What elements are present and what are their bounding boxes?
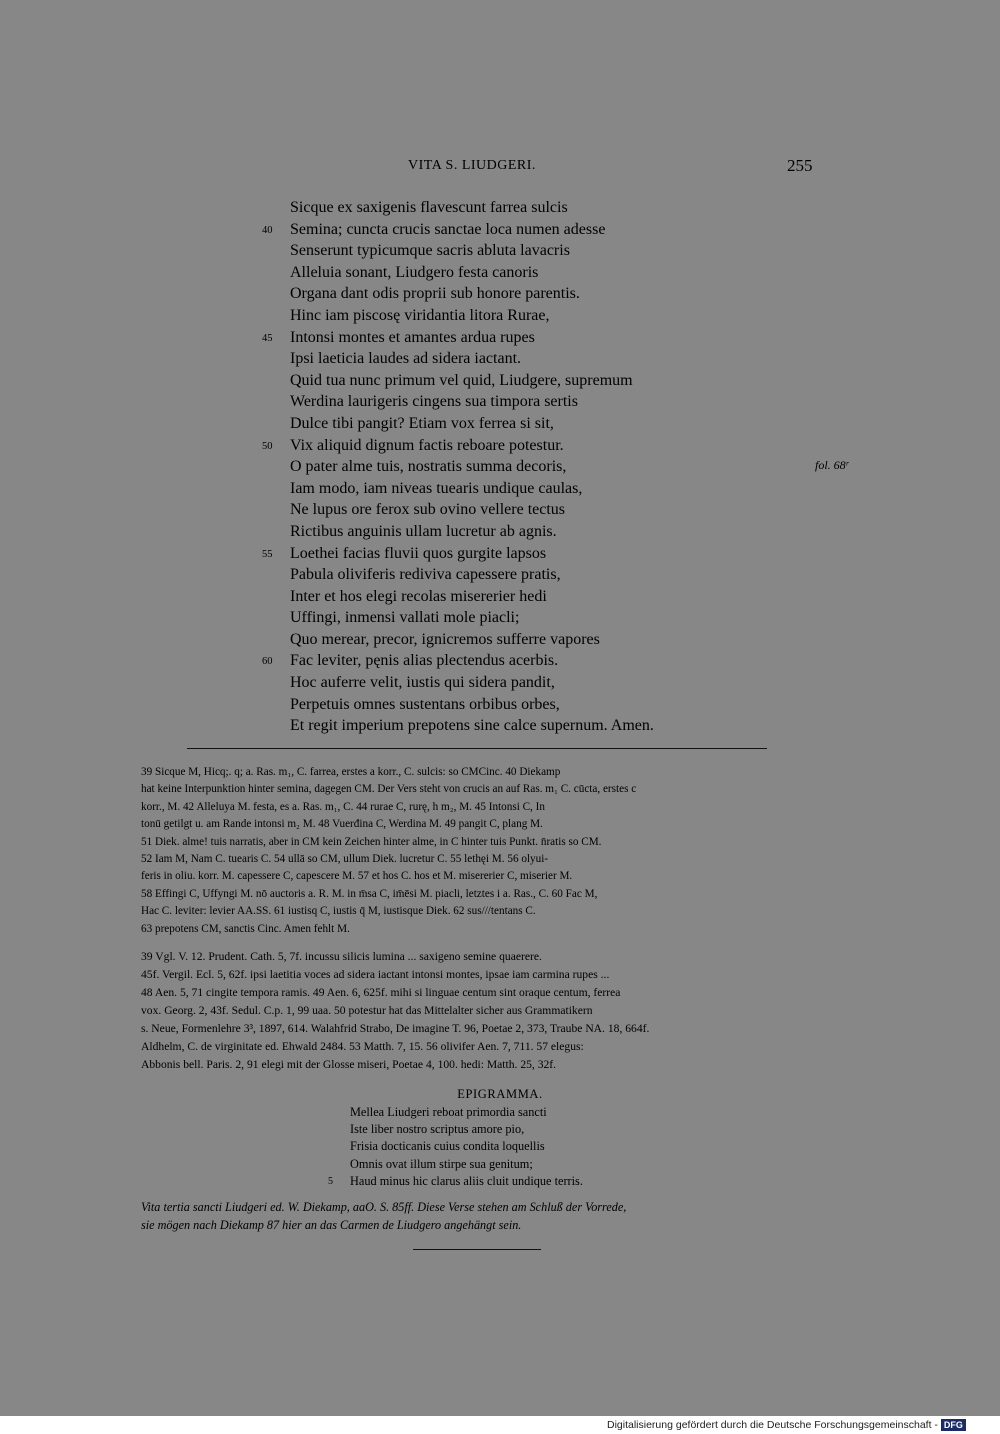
verse-text: Werdina laurigeris cingens sua timpora sertis: [290, 393, 578, 411]
verse-line: [290, 586, 654, 608]
verse-line: [290, 240, 654, 262]
verse-line: [350, 1156, 583, 1173]
verse-text: Ne lupus ore ferox sub ovino vellere tectus: [290, 501, 566, 519]
verse-line: [290, 629, 654, 651]
line-number: 50: [262, 440, 273, 452]
verse-text: Et regit imperium prepotens sine calce supernum. Amen.: [290, 717, 654, 735]
verse-text: Quid tua nunc primum vel quid, Liudgere, supremum: [290, 371, 633, 389]
source-apparatus: [141, 948, 813, 1074]
verse-text: Omnis ovat illum stirpe sua genitum;: [350, 1156, 533, 1171]
verse-line: [290, 348, 654, 370]
separator-rule: [187, 748, 767, 749]
verse-line: [290, 197, 654, 219]
verse-line: [290, 499, 654, 521]
verse-line: [262, 543, 654, 565]
source-line: 45f. Vergil. Ecl. 5, 62f. ipsi laetitia voces ad sidera iactant intonsi montes, ipsae iam carmina rupes ...: [141, 968, 610, 981]
verse-text: Fac leviter, pęnis alias plectendus acerbis.: [290, 652, 559, 670]
apparatus-line: 39 Sicque M, Hicq;. q; a. Ras. m₁, C. farrea, erstes a korr., C. sulcis: so CMCinc. 40 Diekamp: [141, 766, 561, 778]
verse-text: Hoc auferre velit, iustis qui sidera pandit,: [290, 674, 555, 692]
line-number: 55: [262, 548, 273, 560]
verse-text: O pater alme tuis, nostratis summa decoris,: [290, 458, 567, 476]
verse-text: Rictibus anguinis ullam lucretur ab agnis.: [290, 522, 557, 540]
apparatus-line: 52 Iam M, Nam C. tuearis C. 54 ullā so CM, ullum Diek. lucretur C. 55 lethęi M. 56 olyui-: [141, 853, 549, 866]
verse-line: [262, 327, 654, 349]
apparatus-line: Hac C. leviter: levier AA.SS. 61 iustisq C, iustis q̄ M, iustisque Diek. 62 sus///tentans C.: [141, 905, 536, 918]
verse-line: [290, 262, 654, 284]
apparatus-line: 63 prepotens CM, sanctis Cinc. Amen fehlt M.: [141, 922, 350, 935]
verse-line: [290, 413, 654, 435]
running-head: VITA S. LIUDGERI.: [408, 158, 536, 173]
verse-text: Dulce tibi pangit? Etiam vox ferrea si sit,: [290, 414, 554, 432]
folio-marginal-note: fol. 68ʳ: [815, 458, 849, 472]
page-number: 255: [787, 156, 813, 175]
verse-text: Ipsi laeticia laudes ad sidera iactant.: [290, 350, 522, 368]
verse-line: [290, 672, 654, 694]
source-line: s. Neue, Formenlehre 3³, 1897, 614. Walahfrid Strabo, De imagine T. 96, Poetae 2, 373, Traube NA. 18, 664f.: [141, 1022, 650, 1035]
apparatus-line: 58 Effingi C, Uffyngi M. nō auctoris a. R. M. in m̄sa C, im̄ēsi M. piacli, letztes i a. Ras., C. 60 Fac M,: [141, 887, 598, 900]
apparatus-line: 51 Diek. alme! tuis narratis, aber in CM kein Zeichen hinter alme, in C hinter tuis Punkt. n̄ratis so CM.: [141, 835, 602, 848]
line-number: 40: [262, 224, 273, 236]
verse-line: [290, 478, 654, 500]
line-number: 60: [262, 656, 273, 668]
epigram-title: EPIGRAMMA.: [457, 1087, 543, 1101]
dfg-logo: DFG: [941, 1419, 966, 1431]
epigram-note-line: sie mögen nach Diekamp 87 hier an das Carmen de Liudgero angehängt sein.: [141, 1218, 522, 1232]
verse-line: [290, 694, 654, 716]
verse-text: Iste liber nostro scriptus amore pio,: [350, 1122, 525, 1137]
apparatus-line: korr., M. 42 Alleluya M. festa, es a. Ras. m₁, C. 44 rurae C, rurę, h m₂, M. 45 Intonsi C, In: [141, 800, 545, 813]
verse-text: Uffingi, inmensi vallati mole piacli;: [290, 609, 520, 627]
poem-block: [262, 197, 654, 737]
source-line: 48 Aen. 5, 71 cingite tempora ramis. 49 Aen. 6, 625f. mihi si linguae centum sint oraque centum, ferrea: [141, 986, 621, 999]
epigram-note: [141, 1198, 813, 1234]
verse-text: Pabula oliviferis rediviva capessere pratis,: [290, 566, 561, 584]
verse-text: Alleluia sonant, Liudgero festa canoris: [290, 263, 539, 281]
critical-apparatus: [141, 764, 813, 938]
verse-line: [290, 521, 654, 543]
verse-line: [290, 607, 654, 629]
verse-text: Haud minus hic clarus aliis cluit undique terris.: [350, 1173, 583, 1188]
verse-line: [290, 305, 654, 327]
verse-line: [290, 564, 654, 586]
line-number: 5: [328, 1175, 333, 1187]
epigram-note-line: Vita tertia sancti Liudgeri ed. W. Diekamp, aaO. S. 85ff. Diese Verse stehen am Schluß der Vorrede,: [141, 1200, 627, 1214]
verse-line: [262, 219, 654, 241]
verse-text: Inter et hos elegi recolas misererier hedi: [290, 587, 547, 605]
verse-line: [328, 1173, 583, 1190]
verse-text: Frisia docticanis cuius condita loquellis: [350, 1139, 545, 1154]
verse-text: Mellea Liudgeri reboat primordia sancti: [350, 1105, 547, 1119]
verse-text: Vix aliquid dignum factis reboare potestur.: [290, 436, 564, 454]
source-line: 39 Vgl. V. 12. Prudent. Cath. 5, 7f. incussu silicis lumina ... saxigeno semine quaerere.: [141, 950, 542, 963]
apparatus-line: feris in oliu. korr. M. capessere C, capescere M. 57 et hos C. hos et M. misererier C, miserier M.: [141, 870, 573, 883]
verse-line: [290, 283, 654, 305]
verse-text: Perpetuis omnes sustentans orbibus orbes,: [290, 695, 560, 713]
epigram-block: [328, 1104, 583, 1190]
verse-line: [290, 715, 654, 737]
verse-text: Hinc iam piscosę viridantia litora Rurae,: [290, 306, 550, 324]
apparatus-line: hat keine Interpunktion hinter semina, dagegen CM. Der Vers steht von crucis an auf Ras. m₁ C. cūcta, erstes c: [141, 783, 637, 796]
verse-line: [262, 435, 654, 457]
verse-line: [350, 1121, 583, 1138]
verse-text: Sicque ex saxigenis flavescunt farrea sulcis: [290, 199, 568, 216]
line-number: 45: [262, 332, 273, 344]
source-line: Aldhelm, C. de virginitate ed. Ehwald 2484. 53 Matth. 7, 15. 56 olivifer Aen. 7, 711. 57 elegus:: [141, 1040, 584, 1053]
source-line: vox. Georg. 2, 43f. Sedul. C.p. 1, 99 uaa. 50 potestur hat das Mittelalter sicher aus Grammatikern: [141, 1004, 593, 1017]
verse-line: [350, 1138, 583, 1155]
end-rule: [413, 1249, 541, 1250]
verse-text: Semina; cuncta crucis sanctae loca numen adesse: [290, 220, 606, 238]
verse-line: [290, 391, 654, 413]
verse-line: [290, 370, 654, 392]
dfg-footer: [607, 1416, 966, 1434]
source-line: Abbonis bell. Paris. 2, 91 elegi mit der Glosse miseri, Poetae 4, 100. hedi: Matth. 25, 32f.: [141, 1058, 557, 1071]
verse-text: Organa dant odis proprii sub honore parentis.: [290, 285, 580, 303]
verse-line: [290, 456, 654, 478]
verse-text: Loethei facias fluvii quos gurgite lapsos: [290, 544, 547, 562]
verse-text: Intonsi montes et amantes ardua rupes: [290, 328, 535, 346]
verse-line: [350, 1104, 583, 1121]
apparatus-line: tonū getilgt u. am Rande intonsi m₂ M. 48 Vuerđina C, Werdina M. 49 pangit C, plang M.: [141, 818, 543, 831]
verse-line: [262, 650, 654, 672]
verse-text: Senserunt typicumque sacris abluta lavacris: [290, 242, 570, 260]
verse-text: Quo merear, precor, ignicremos sufferre vapores: [290, 630, 600, 648]
footer-text: Digitalisierung gefördert durch die Deutsche Forschungsgemeinschaft -: [607, 1419, 938, 1431]
verse-text: Iam modo, iam niveas tuearis undique caulas,: [290, 479, 583, 497]
